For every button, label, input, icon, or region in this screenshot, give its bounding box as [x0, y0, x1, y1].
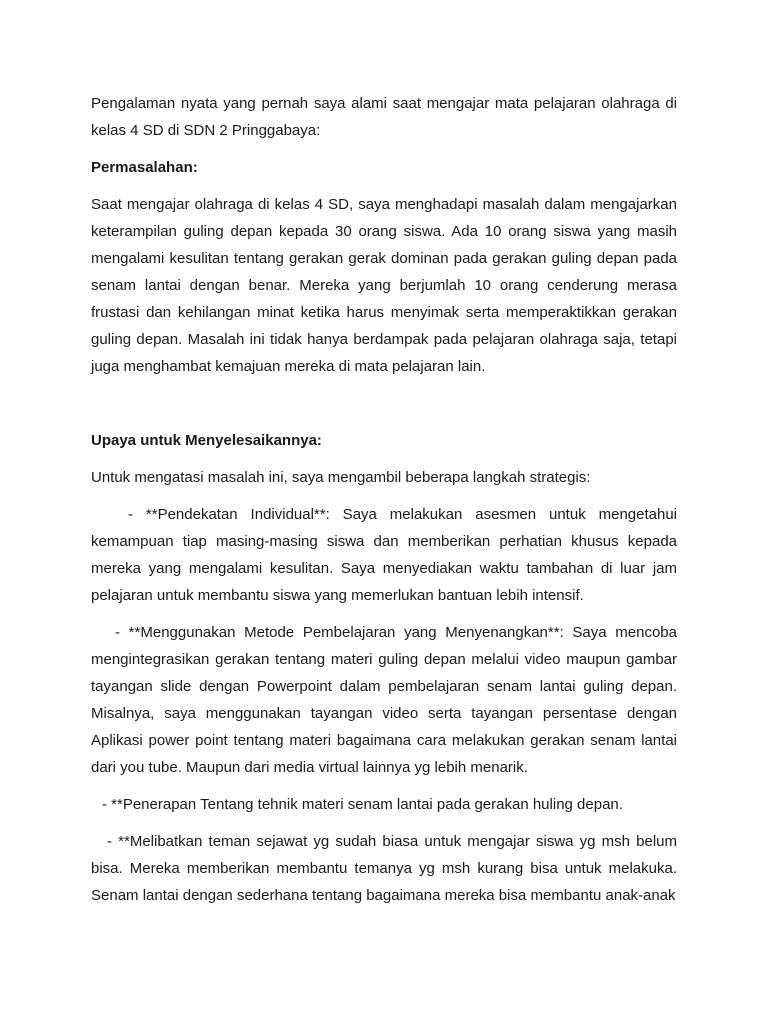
list-item: - **Pendekatan Individual**: Saya melakukan asesmen untuk mengetahui kemampuan tiap masing-masing siswa dan memberikan perhatian khusus kepada mereka yang mengalami kesulitan. Saya menyediakan waktu tambahan di luar jam pelajaran untuk membantu siswa yang memerlukan bantuan lebih intensif. [91, 506, 677, 604]
heading-problem: Permasalahan: [91, 159, 198, 176]
heading-solution: Upaya untuk Menyelesaikannya: [91, 432, 322, 449]
intro-paragraph: Pengalaman nyata yang pernah saya alami saat mengajar mata pelajaran olahraga di kelas 4 SD di SDN 2 Pringgabaya: [91, 95, 677, 139]
list-item: - **Penerapan Tentang tehnik materi senam lantai pada gerakan huling depan. [102, 796, 623, 813]
problem-paragraph: Saat mengajar olahraga di kelas 4 SD, saya menghadapi masalah dalam mengajarkan keterampilan guling depan kepada 30 orang siswa. Ada 10 orang siswa yang masih mengalami kesulitan tentang gerakan gerak dominan pada gerakan guling depan pada senam lantai dengan benar. Mereka yang berjumlah 10 orang cenderung merasa frustasi dan kehilangan minat ketika harus menyimak serta memperaktikkan gerakan guling depan. Masalah ini tidak hanya berdampak pada pelajaran olahraga saja, tetapi juga menghambat kemajuan mereka di mata pelajaran lain. [91, 196, 677, 375]
document-page [91, 90, 677, 909]
solution-intro-paragraph: Untuk mengatasi masalah ini, saya mengambil beberapa langkah strategis: [91, 469, 591, 486]
section-spacer [91, 390, 677, 427]
list-item: - **Melibatkan teman sejawat yg sudah biasa untuk mengajar siswa yg msh belum bisa. Mereka memberikan membantu temanya yg msh kurang bisa untuk melakuka. Senam lantai dengan sederhana tentang bagaimana mereka bisa membantu anak-anak [91, 833, 677, 904]
list-item: - **Menggunakan Metode Pembelajaran yang Menyenangkan**: Saya mencoba mengintegrasikan gerakan tentang materi guling depan melalui video maupun gambar tayangan slide dengan Powerpoint dalam pembelajaran senam lantai guling depan. Misalnya, saya menggunakan tayangan video serta tayangan persentase dengan Aplikasi power point tentang materi bagaimana cara melakukan gerakan senam lantai dari you tube. Maupun dari media virtual lainnya yg lebih menarik. [91, 624, 677, 776]
